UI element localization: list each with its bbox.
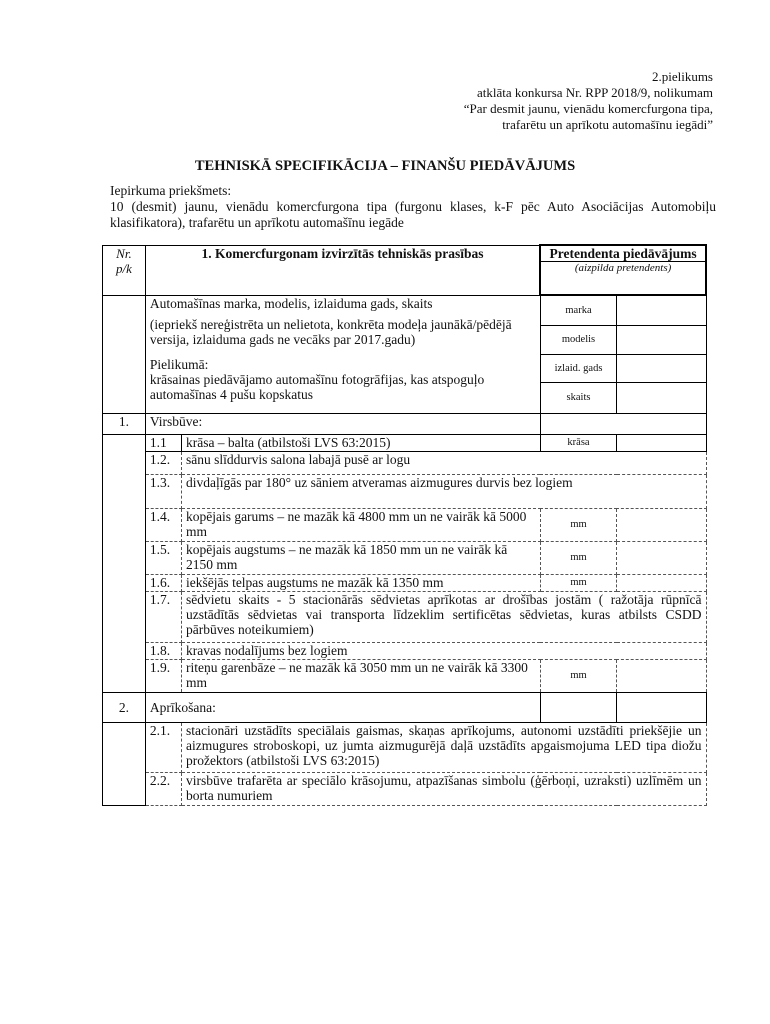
intro-text-cell bbox=[145, 295, 540, 413]
intro-p3: Pielikumā: bbox=[149, 356, 209, 372]
header-requirements: 1. Komercfurgonam izvirzītās tehniskās prasības bbox=[145, 245, 540, 295]
nr-cell bbox=[103, 722, 146, 805]
offer-year-field[interactable] bbox=[617, 354, 706, 382]
row-number: 1.9. bbox=[145, 659, 181, 692]
row-text: sēdvietu skaits - 5 stacionārās sēdvietas aprīkotas ar drošības jostām ( ražotāja rūpnīcā uzstādītās sēdvietas vai transporta līdzeklim sertificētas sēdvietas, kuras atbilsts CSDD pārbūves noteikumiem) bbox=[181, 591, 706, 642]
unit-label: mm bbox=[540, 508, 617, 541]
row-text: kopējais garums – ne mazāk kā 4800 mm un ne vairāk kā 5000 mm bbox=[181, 508, 540, 541]
section-number: 2. bbox=[103, 692, 146, 722]
offer-count-field[interactable] bbox=[617, 382, 706, 413]
row-number: 1.1 bbox=[145, 434, 181, 451]
subject-label: Iepirkuma priekšmets: bbox=[110, 183, 232, 198]
document-title: TEHNISKĀ SPECIFIKĀCIJA – FINANŠU PIEDĀVĀJUMS bbox=[194, 158, 576, 174]
intro-p1: Automašīnas marka, modelis, izlaiduma gads, skaits bbox=[149, 295, 433, 311]
specification-table bbox=[102, 244, 707, 806]
appendix-line2: atklāta konkursa Nr. RPP 2018/9, nolikumam bbox=[476, 85, 713, 100]
row-number: 1.7. bbox=[145, 591, 181, 642]
row-number: 1.2. bbox=[145, 451, 181, 474]
row-text: stacionāri uzstādīts speciālais gaismas, skaņas aprīkojums, autonomi uzstādīti priekšējie un aizmugures stroboskopi, uz jumta aizmugurējā daļā uzstādīts apgaismojuma LED tipa diožu prožektors (atbilstoši LVS 63:2015) bbox=[181, 722, 706, 772]
unit-label: krāsa bbox=[540, 434, 617, 451]
section-label: Aprīkošana: bbox=[145, 692, 540, 722]
appendix-line3: “Par desmit jaunu, vienādu komercfurgona tipa, bbox=[463, 101, 713, 116]
offer-field[interactable] bbox=[617, 434, 706, 451]
table-row bbox=[103, 574, 707, 591]
row-text: iekšējās telpas augstums ne mazāk kā 1350 mm bbox=[181, 574, 540, 591]
header-offer-label: Pretendenta piedāvājums bbox=[549, 246, 697, 261]
table-row bbox=[103, 434, 707, 451]
offer-brand-field[interactable] bbox=[617, 295, 706, 325]
table-row bbox=[103, 659, 707, 692]
nr-cell bbox=[103, 434, 146, 692]
sub-label-year: izlaid. gads bbox=[540, 354, 617, 382]
unit-label: mm bbox=[540, 541, 617, 574]
row-text: sānu slīddurvis salona labajā pusē ar logu bbox=[181, 451, 706, 474]
section-label: Virsbūve: bbox=[145, 413, 540, 434]
appendix-number: 2.pielikums bbox=[651, 69, 713, 84]
unit-label: mm bbox=[540, 659, 617, 692]
row-number: 1.6. bbox=[145, 574, 181, 591]
offer-field[interactable] bbox=[617, 659, 706, 692]
section-row-body bbox=[103, 413, 707, 434]
table-row bbox=[103, 591, 707, 642]
row-text: kravas nodalījums bez logiem bbox=[181, 642, 706, 659]
section-offer-cell bbox=[540, 413, 706, 434]
row-number: 1.5. bbox=[145, 541, 181, 574]
table-row bbox=[103, 722, 707, 772]
table-row bbox=[103, 772, 707, 805]
sub-label-count: skaits bbox=[540, 382, 617, 413]
offer-field[interactable] bbox=[617, 541, 706, 574]
offer-field[interactable] bbox=[617, 508, 706, 541]
sub-label-brand: marka bbox=[540, 295, 617, 325]
subject-block bbox=[110, 183, 716, 231]
intro-p2: (iepriekš nereģistrēta un nelietota, konkrēta modeļa jaunākā/pēdējā versija, izlaiduma gads ne vecāks par 2017.gadu) bbox=[149, 316, 512, 347]
subject-text: 10 (desmit) jaunu, vienādu komercfurgona tipa (furgonu klases, k-F pēc Auto Asociācijas Automobiļu klasifikatora), trafarētu un aprīkotu automašīnu iegāde bbox=[110, 199, 716, 230]
table-row bbox=[103, 541, 707, 574]
table-row bbox=[103, 642, 707, 659]
offer-model-field[interactable] bbox=[617, 325, 706, 354]
appendix-line4: trafarētu un aprīkotu automašīnu iegādi” bbox=[502, 117, 713, 132]
section-offer-cell bbox=[617, 692, 706, 722]
header-nr: Nr. p/k bbox=[103, 245, 146, 295]
table-row bbox=[103, 508, 707, 541]
row-text: krāsa – balta (atbilstoši LVS 63:2015) bbox=[181, 434, 540, 451]
intro-p4: krāsainas piedāvājamo automašīnu fotogrāfijas, kas atspoguļo automašīnas 4 pušu kopskatus bbox=[149, 371, 485, 402]
row-number: 1.4. bbox=[145, 508, 181, 541]
sub-label-model: modelis bbox=[540, 325, 617, 354]
row-text: divdaļīgās par 180° uz sāniem atveramas aizmugures durvis bez logiem bbox=[181, 474, 706, 508]
table-row bbox=[103, 474, 707, 508]
section-row-equipment bbox=[103, 692, 707, 722]
header-offer-note: (aizpilda pretendents) bbox=[541, 261, 705, 274]
table-header-row bbox=[103, 245, 707, 295]
table-row bbox=[103, 451, 707, 474]
unit-label: mm bbox=[540, 574, 617, 591]
row-number: 2.1. bbox=[145, 722, 181, 772]
row-text: riteņu garenbāze – ne mazāk kā 3050 mm un ne vairāk kā 3300 mm bbox=[181, 659, 540, 692]
row-number: 1.8. bbox=[145, 642, 181, 659]
nr-cell bbox=[103, 295, 146, 413]
header-offer bbox=[540, 245, 706, 295]
offer-field[interactable] bbox=[617, 574, 706, 591]
row-text: virsbūve trafarēta ar speciālo krāsojumu, atpazīšanas simbolu (ģērboņi, uzraksti) uzlīmēm un borta numuriem bbox=[181, 772, 706, 805]
row-text: kopējais augstums – ne mazāk kā 1850 mm un ne vairāk kā 2150 mm bbox=[181, 541, 540, 574]
section-number: 1. bbox=[103, 413, 146, 434]
appendix-header bbox=[464, 69, 713, 133]
row-number: 1.3. bbox=[145, 474, 181, 508]
row-number: 2.2. bbox=[145, 772, 181, 805]
section-offer-cell bbox=[540, 692, 617, 722]
table-row bbox=[103, 295, 707, 325]
